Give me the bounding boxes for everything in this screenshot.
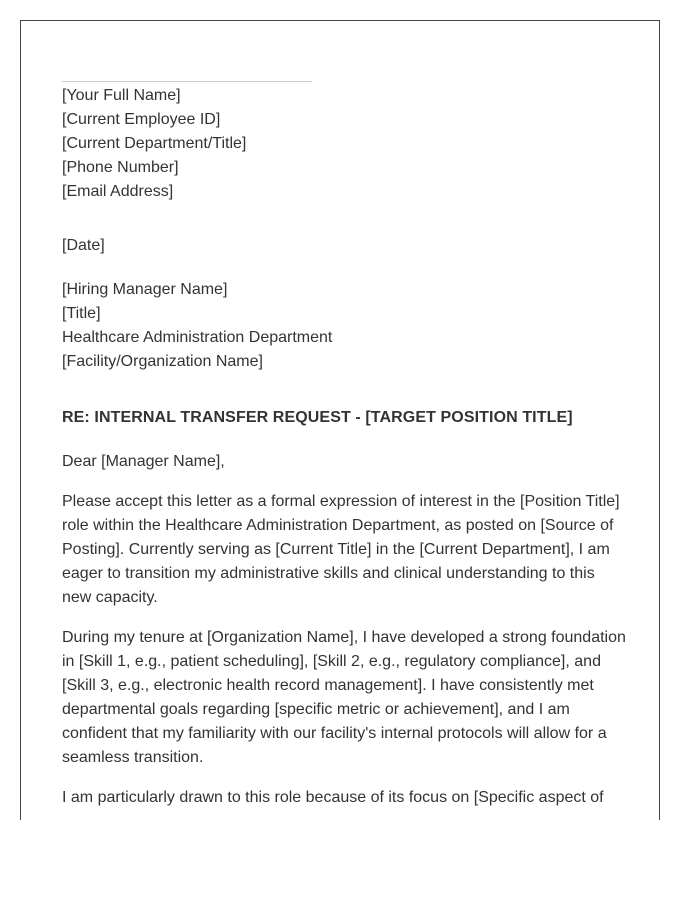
letter-date: [Date] <box>62 237 105 254</box>
subject-line: RE: INTERNAL TRANSFER REQUEST - [TARGET POSITION TITLE] <box>62 409 573 426</box>
sender-department-title: [Current Department/Title] <box>62 135 247 152</box>
sender-block <box>62 84 627 204</box>
sender-employee-id: [Current Employee ID] <box>62 111 221 128</box>
body-paragraph-3: I am particularly drawn to this role because of its focus on [Specific aspect of <box>62 789 604 806</box>
recipient-department: Healthcare Administration Department <box>62 329 333 346</box>
recipient-organization: [Facility/Organization Name] <box>62 353 263 370</box>
recipient-block <box>62 278 627 374</box>
sender-name: [Your Full Name] <box>62 87 181 104</box>
header-divider <box>62 81 312 82</box>
sender-email: [Email Address] <box>62 183 174 200</box>
letter-body <box>62 81 627 810</box>
recipient-name: [Hiring Manager Name] <box>62 281 228 298</box>
recipient-title: [Title] <box>62 305 101 322</box>
salutation: Dear [Manager Name], <box>62 453 225 470</box>
letter-page <box>20 20 660 820</box>
body-paragraph-1: Please accept this letter as a formal expression of interest in the [Position Title] role within the Healthcare Administration Department, as posted on [Source of Posting]. Currently serving as [Current Title] in the [Current Department], I am eager to transition my administrative skills and clinical understanding to this new capacity. <box>62 493 620 606</box>
body-paragraph-2: During my tenure at [Organization Name], I have developed a strong foundation in [Skill 1, e.g., patient scheduling], [Skill 2, e.g., regulatory compliance], and [Skill 3, e.g., electronic health record management]. I have consistently met departmental goals regarding [specific metric or achievement], and I am confident that my familiarity with our facility's internal protocols will allow for a seamless transition. <box>62 629 626 766</box>
sender-phone: [Phone Number] <box>62 159 179 176</box>
